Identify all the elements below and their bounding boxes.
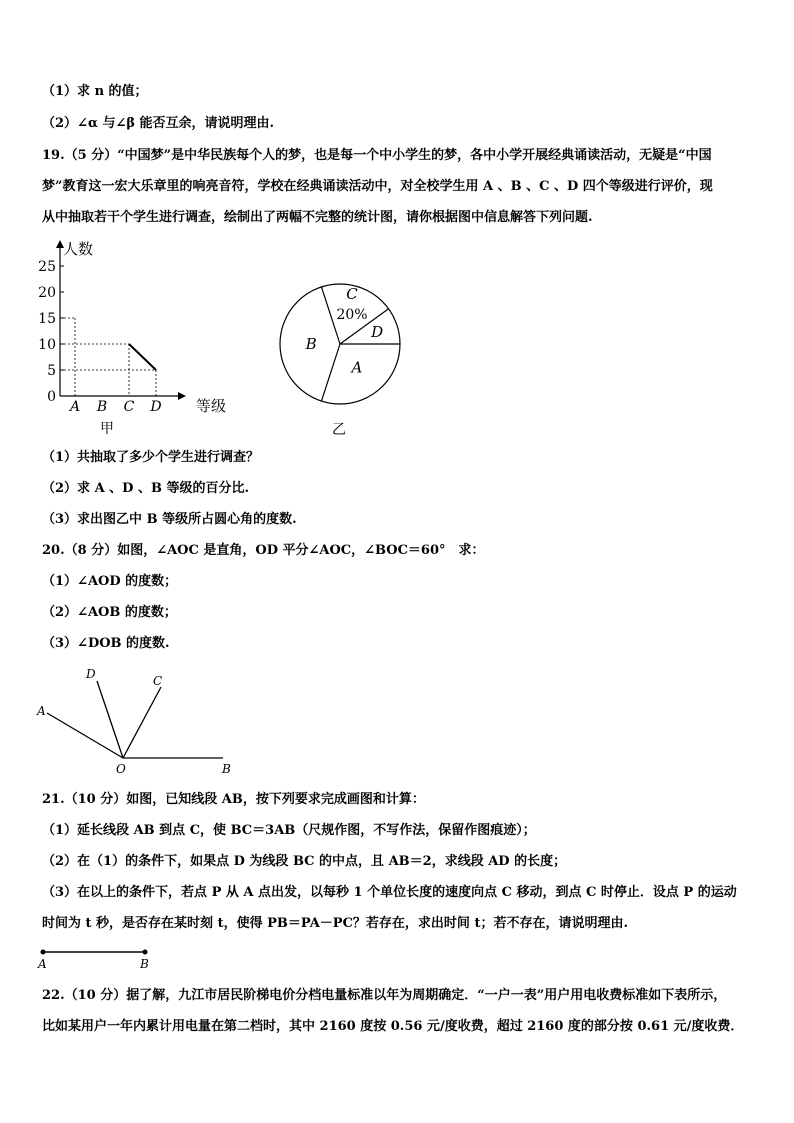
x-tick-label: D — [150, 399, 162, 415]
x-tick-label: A — [69, 399, 81, 415]
q20-sub2: （2）∠AOB 的度数； — [42, 605, 177, 620]
x-axis-arrow — [178, 392, 186, 400]
series-line-C-D — [129, 344, 156, 370]
q19-line2: 梦”教育这一宏大乐章里的响亮音符，学校在经典诵读活动中，对全校学生用 A 、B 、C 、D 四个等级进行评价，现 — [42, 179, 713, 194]
q21-sub2: （2）在（1）的条件下，如果点 D 为线段 BC 的中点，且 AB＝2，求线段 AD 的长度； — [42, 854, 567, 869]
ray-OC — [123, 687, 161, 758]
label-A: A — [38, 957, 47, 971]
y-axis-label: 人数 — [63, 240, 94, 258]
pie-percent-label: 20% — [336, 306, 368, 323]
label-C: C — [153, 674, 163, 688]
q21-line1: 21.（10 分）如图，已知线段 AB，按下列要求完成画图和计算： — [42, 792, 425, 807]
q21-sub3b: 时间为 t 秒，是否存在某时刻 t，使得 PB＝PA－PC？若存在，求出时间 t；若不存在，请说明理由. — [42, 916, 628, 931]
q21-sub3a: （3）在以上的条件下，若点 P 从 A 点出发，以每秒 1 个单位长度的速度向点 C 移动，到点 C 时停止．设点 P 的运动 — [42, 885, 737, 900]
label-B: B — [222, 762, 231, 776]
x-axis-label: 等级 — [196, 397, 227, 415]
label-D: D — [86, 667, 96, 681]
point-B — [143, 950, 148, 955]
q22-line2: 比如某用户一年内累计用电量在第二档时，其中 2160 度按 0.56 元/度收费，超过 2160 度的部分按 0.61 元/度收费． — [42, 1019, 744, 1034]
x-tick-label: B — [96, 399, 108, 415]
label-O: O — [116, 762, 126, 776]
q19-sub2: （2）求 A 、D 、B 等级的百分比. — [42, 481, 250, 496]
ray-OD — [97, 681, 123, 758]
q19-sub3: （3）求出图乙中 B 等级所占圆心角的度数. — [42, 512, 297, 527]
pie-label: D — [371, 322, 384, 341]
pie-label: B — [305, 335, 317, 353]
y-tick-label: 0 — [47, 389, 56, 405]
q20-sub3: （3）∠DOB 的度数. — [42, 636, 170, 651]
q19-line3: 从中抽取若干个学生进行调查，绘制出了两幅不完整的统计图，请你根据图中信息解答下列问题. — [42, 210, 593, 225]
label-B: B — [140, 957, 149, 971]
q18-sub1: （1）求 n 的值； — [42, 84, 148, 99]
pie-label: A — [351, 358, 363, 377]
chart-caption: 乙 — [332, 422, 346, 438]
pie-chart-yi — [270, 270, 410, 440]
y-tick-label: 5 — [47, 363, 56, 379]
chart-caption: 甲 — [100, 421, 114, 436]
line-chart-jia — [30, 236, 230, 436]
q22-line1: 22.（10 分）据了解，九江市居民阶梯电价分档电量标准以年为周期确定．“一户一表”用户用电收费标准如下表所示， — [42, 988, 727, 1003]
chart-jia-group — [38, 240, 226, 436]
chart-yi-group — [280, 284, 400, 438]
pie-slice-edge — [321, 344, 340, 401]
q21-sub1: （1）延长线段 AB 到点 C，使 BC＝3AB（尺规作图，不写作法，保留作图痕迹）； — [42, 823, 536, 838]
y-tick-label: 15 — [38, 311, 56, 327]
label-A: A — [37, 704, 46, 718]
q18-sub2: （2）∠α 与∠β 能否互余，请说明理由. — [42, 116, 275, 131]
y-tick-label: 20 — [38, 285, 56, 301]
point-A — [41, 950, 46, 955]
q20-sub1: （1）∠AOD 的度数； — [42, 574, 178, 589]
ray-OA — [47, 713, 123, 758]
angle-figure — [35, 665, 245, 780]
y-tick-label: 10 — [38, 337, 56, 353]
segment-AB-figure — [35, 944, 165, 974]
q19-sub1: （1）共抽取了多少个学生进行调查？ — [42, 450, 260, 465]
q20-line1: 20.（8 分）如图，∠AOC 是直角，OD 平分∠AOC，∠BOC＝60° 求： — [42, 543, 485, 558]
x-tick-label: C — [123, 399, 135, 415]
q19-line1: 19.（5 分）“中国梦”是中华民族每个人的梦，也是每一个中小学生的梦，各中小学开展经典诵读活动，无疑是“中国 — [42, 148, 712, 163]
pie-label: C — [346, 284, 358, 303]
y-tick-label: 25 — [38, 259, 56, 275]
